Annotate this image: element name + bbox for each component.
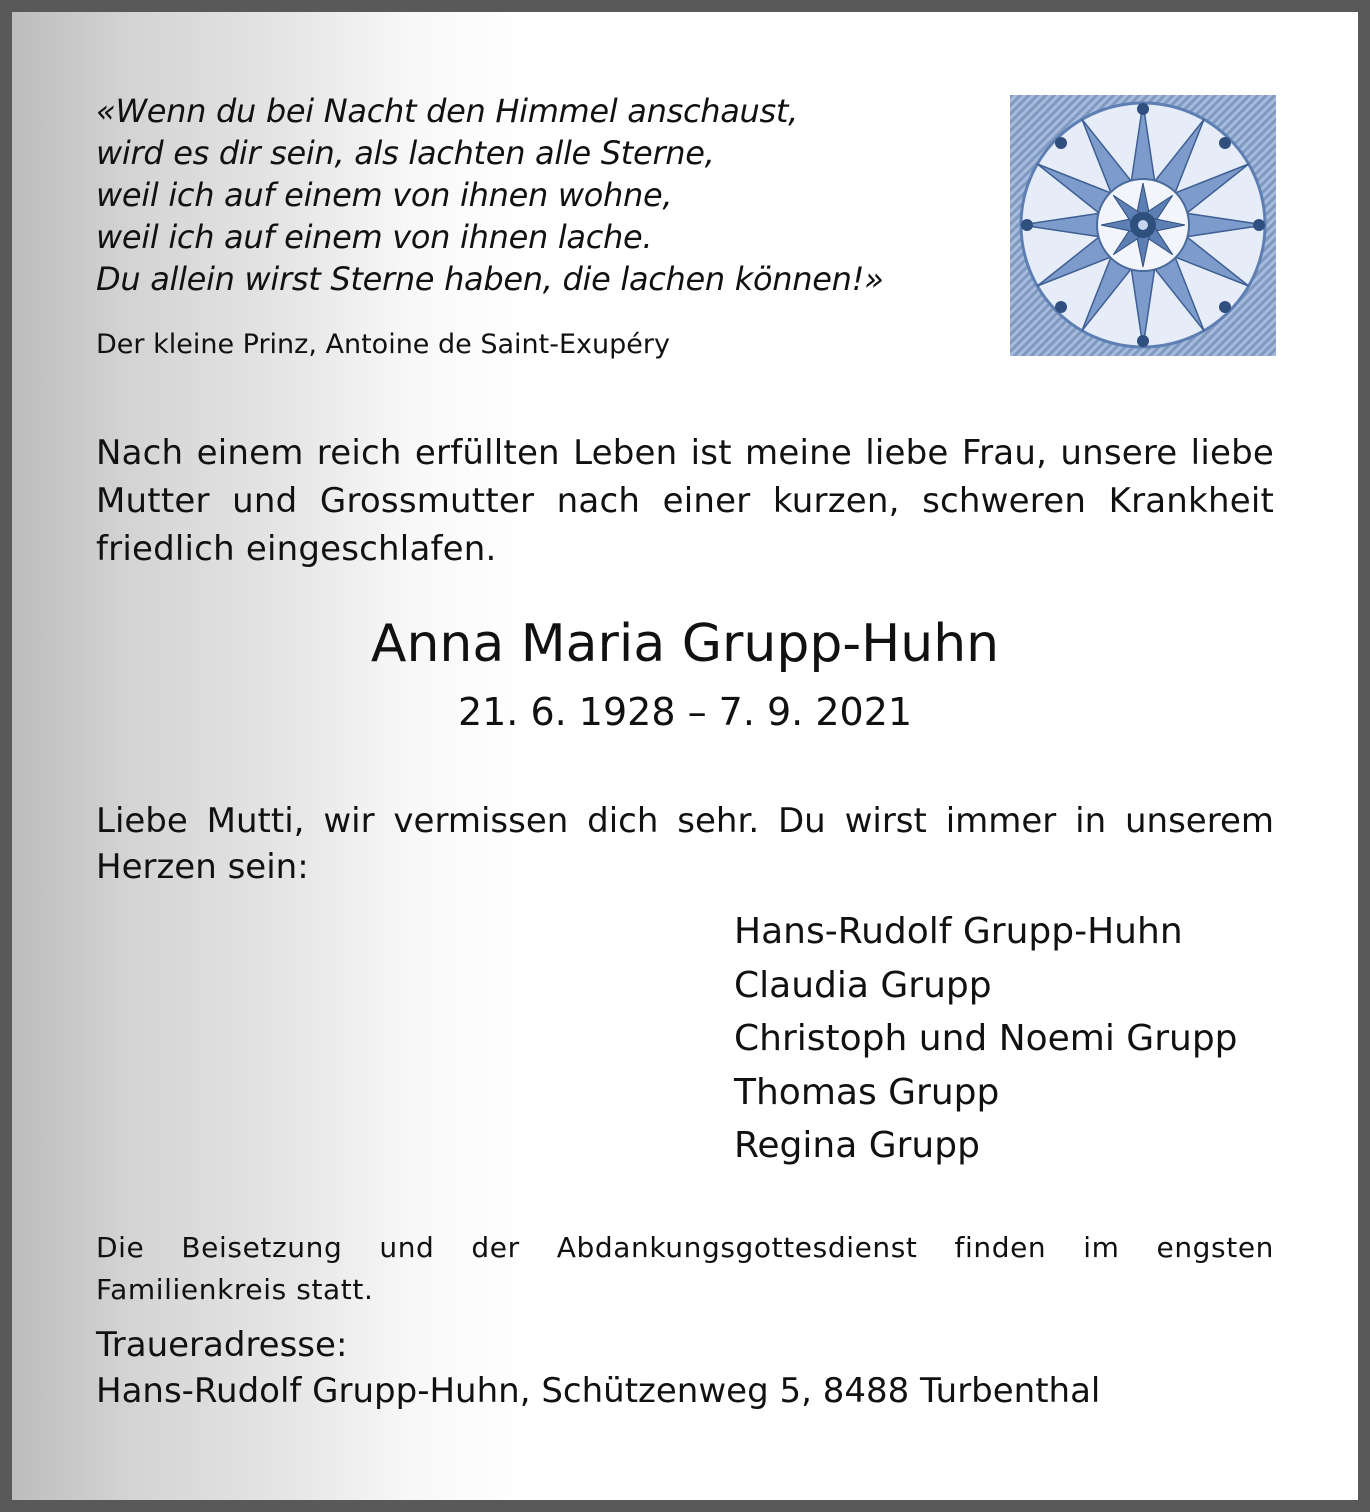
quote-line: wird es dir sein, als lachten alle Sterne, [96, 134, 715, 172]
quote-line: weil ich auf einem von ihnen lache. [96, 218, 653, 256]
family-message: Liebe Mutti, wir vermissen dich sehr. Du wirst immer in unserem Herzen sein: [96, 801, 1274, 887]
burial-notice: Die Beisetzung und der Abdankungsgottesdienst finden im engsten Familienkreis statt. [96, 1231, 1274, 1306]
quote-line: Du allein wirst Sterne haben, die lachen können!» [96, 260, 884, 298]
star-quilt-image [1010, 95, 1276, 356]
intro-text: Nach einem reich erfüllten Leben ist meine liebe Frau, unsere liebe Mutter und Grossmutter nach einer kurzen, schweren Krankheit friedlich eingeschlafen. [96, 433, 1274, 569]
mourning-address: Hans-Rudolf Grupp-Huhn, Schützenweg 5, 8488 Turbenthal [96, 1371, 1101, 1411]
mourner-name: Regina Grupp [734, 1125, 980, 1166]
quote-line: «Wenn du bei Nacht den Himmel anschaust, [96, 92, 799, 130]
mourner-name: Hans-Rudolf Grupp-Huhn [734, 911, 1183, 952]
mourner-name: Christoph und Noemi Grupp [734, 1018, 1238, 1059]
quote-line: weil ich auf einem von ihnen wohne, [96, 176, 673, 214]
quote-source: Der kleine Prinz, Antoine de Saint-Exupéry [96, 329, 670, 360]
mourners-list [734, 905, 1334, 1173]
quote-block [96, 90, 956, 300]
deceased-name: Anna Maria Grupp-Huhn [370, 614, 1000, 674]
mourner-name: Claudia Grupp [734, 964, 992, 1006]
address-label: Traueradresse: [96, 1325, 348, 1365]
deceased-dates: 21. 6. 1928 – 7. 9. 2021 [457, 690, 913, 734]
mourner-name: Thomas Grupp [734, 1071, 1000, 1113]
obituary-card [12, 12, 1358, 1500]
